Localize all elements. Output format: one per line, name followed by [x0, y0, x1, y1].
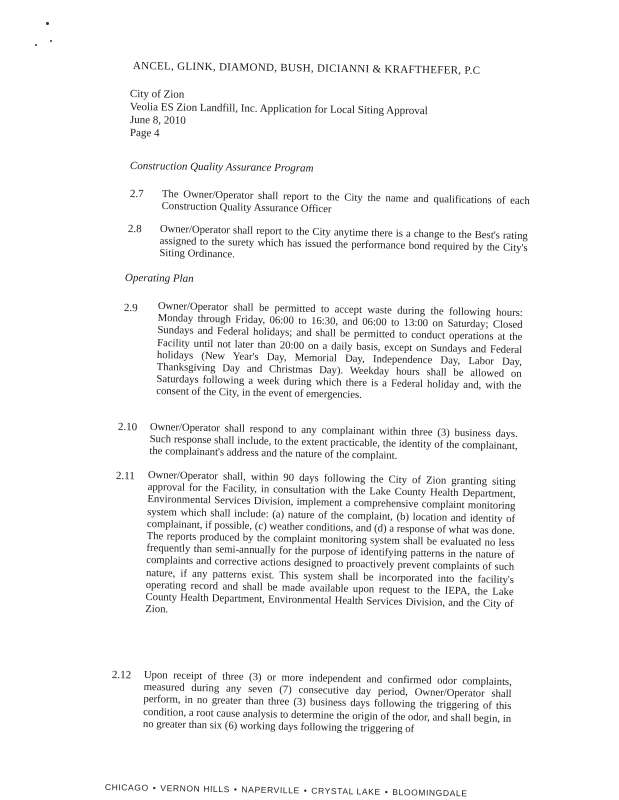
scan-speck [35, 44, 37, 46]
scan-speck [50, 40, 52, 42]
scan-speck [46, 22, 49, 25]
section-heading-operating-plan: Operating Plan [124, 272, 194, 285]
paragraph-text: Owner/Operator shall be permitted to accept waste during the following hours: Monday through Friday, 06:00 to 16:30, and 06:00 to 13:00 on Saturday; Closed Sundays and Federal holidays; and shall be permitted to conduct operations at the Facility until not later than 20:00 on a daily basis, except on Sundays and Federal holidays (New Year's Day, Memorial Day, Independence Day, Labor Day, Thanksgiving Day and Christmas Day). Weekday hours shall be allowed on Saturdays following a week during which there is a Federal holiday and, with the consent of the City, in the event of emergencies. [156, 300, 523, 402]
page-number: Page 4 [129, 127, 160, 140]
recipient-line: City of Zion [129, 88, 185, 101]
footer-separator: • [152, 782, 157, 793]
footer-separator: • [303, 785, 308, 796]
firm-letterhead: ANCEL, GLINK, DIAMOND, BUSH, DICIANNI & KRAFTHEFER, P.C [132, 60, 481, 77]
subject-line: Veolia ES Zion Landfill, Inc. Application for Local Siting Approval [129, 101, 428, 118]
paragraph-text: Owner/Operator shall respond to any complainant within three (3) business days. Such response shall include, to the extent practicable, the identity of the complainant, the complainant's address and the nature of the complaint. [149, 421, 518, 463]
footer-separator: • [384, 786, 389, 797]
footer-office: NAPERVILLE [241, 784, 300, 796]
paragraph-number: 2.11 [115, 470, 135, 483]
paragraph-number: 2.12 [111, 669, 132, 682]
footer-office-locations [105, 782, 468, 798]
paragraph-number: 2.10 [117, 421, 138, 434]
paragraph-text: The Owner/Operator shall report to the City the name and qualifications of each Construction Quality Assurance Officer [161, 188, 530, 216]
footer-office: CRYSTAL LAKE [311, 785, 381, 797]
paragraph-text: Owner/Operator shall report to the City anytime there is a change to the Best's rating assigned to the surety which has issued the performance bond required by the City's Siting Ordinance. [159, 223, 528, 261]
footer-office: VERNON HILLS [160, 782, 230, 795]
paragraph-number: 2.8 [127, 223, 142, 236]
paragraph-text: Upon receipt of three (3) or more independent and confirmed odor complaints, measured during any seven (7) consecutive day period, Owner/Operator shall perform, in no greater than three (3) business days following the triggering of this condition, a root cause analysis to determine the origin of the odor, and shall begin, in no greater than six (6) working days following the triggering of [142, 669, 512, 736]
paragraph-text: Owner/Operator shall, within 90 days following the City of Zion granting siting approval for the Facility, in consultation with the Lake County Health Department, Environmental Services Division, implement a comprehensive complaint monitoring system which shall include: (a) nature of the complaint, (b) location and identity of complainant, if possible, (c) weather conditions, and (d) a response of what was done. The reports produced by the complaint monitoring system shall be evaluated no less frequently than semi-annually for the purpose of identifying patterns in the nature of complaints and corrective actions designed to proactively prevent complaints of such nature, if any patterns exist. This system shall be incorporated into the facility's operating record and shall be made available upon request to the IEPA, the Lake County Health Department, Environmental Health Services Division, and the City of Zion. [145, 469, 516, 616]
section-heading-construction-qa: Construction Quality Assurance Program [129, 160, 314, 175]
footer-office: BLOOMINGDALE [392, 787, 468, 799]
footer-office: CHICAGO [104, 782, 149, 793]
paragraph-number: 2.7 [129, 188, 144, 201]
paragraph-number: 2.9 [123, 302, 138, 315]
date-line: June 8, 2010 [129, 114, 186, 127]
footer-separator: • [233, 784, 238, 795]
